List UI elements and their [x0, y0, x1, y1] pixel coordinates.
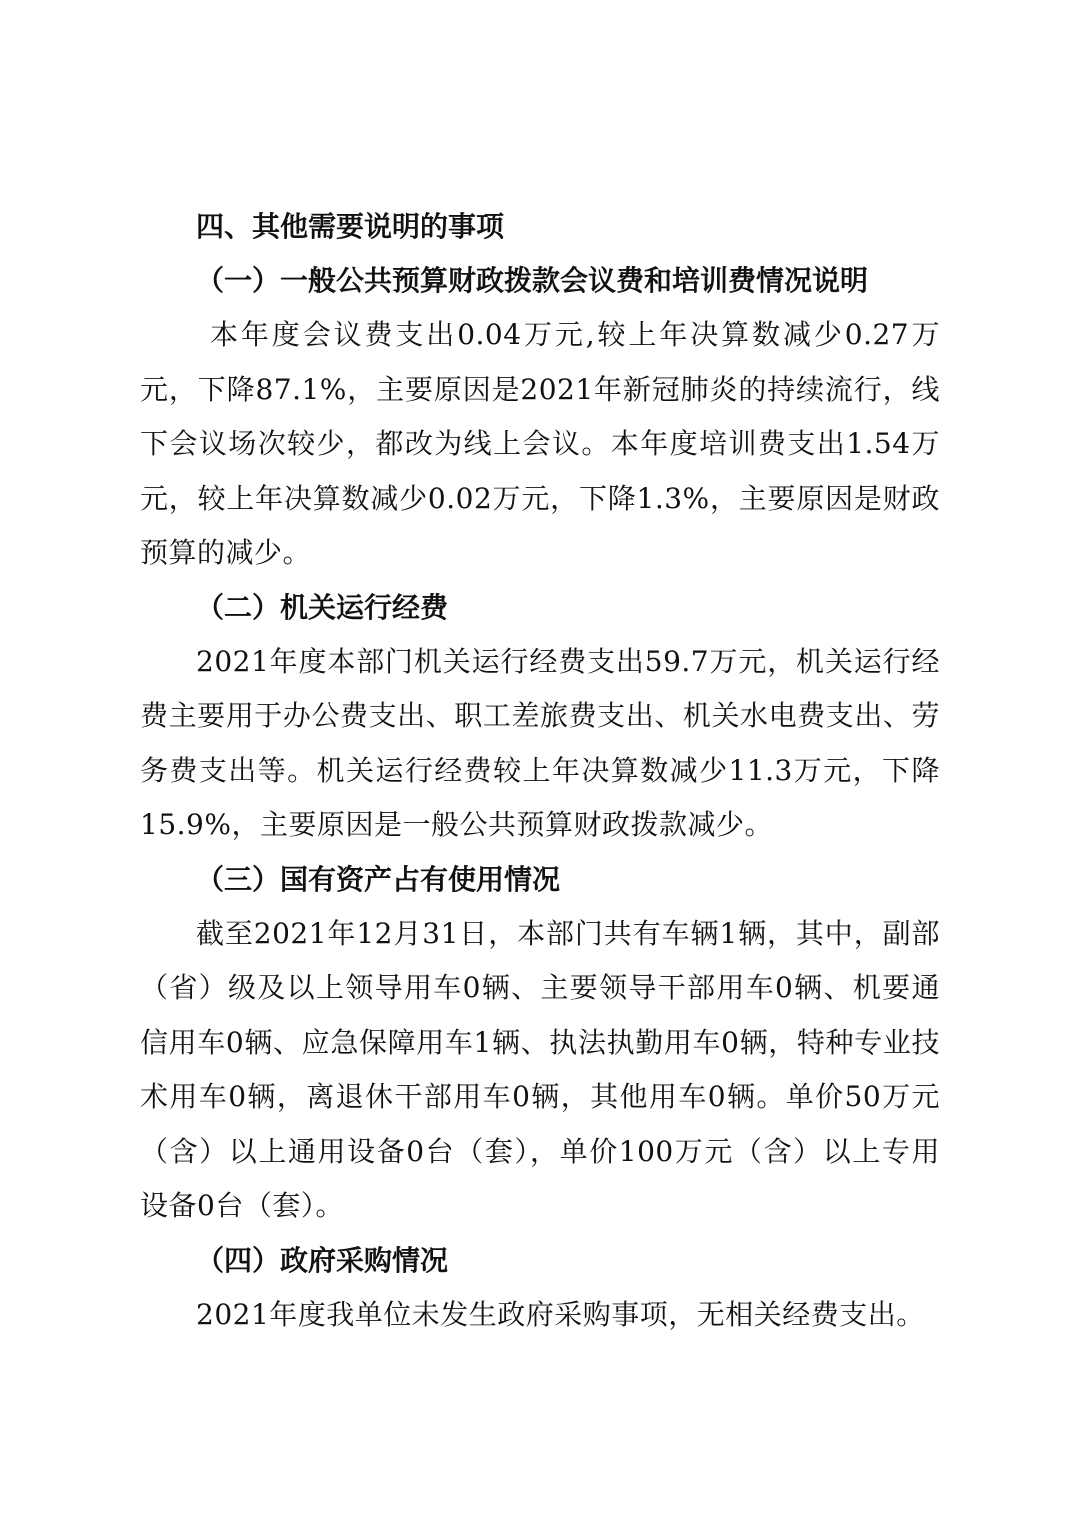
subsection-heading-state-assets: （三）国有资产占有使用情况	[196, 862, 561, 896]
subsection-heading-procurement: （四）政府采购情况	[196, 1243, 449, 1277]
document-page	[140, 200, 940, 1342]
paragraph-operating-expenses: 2021年度本部门机关运行经费支出59.7万元，机关运行经费主要用于办公费支出、职工差旅费支出、机关水电费支出、劳务费支出等。机关运行经费较上年决算数减少11.3万元，下降15.9%，主要原因是一般公共预算财政拨款减少。	[140, 644, 940, 841]
subsection-heading-operating-expenses: （二）机关运行经费	[196, 590, 449, 624]
subsection-heading-meeting-training: （一）一般公共预算财政拨款会议费和培训费情况说明	[196, 264, 869, 297]
section-title: 四、其他需要说明的事项	[196, 210, 505, 243]
paragraph-procurement: 2021年度我单位未发生政府采购事项，无相关经费支出。	[196, 1297, 925, 1331]
paragraph-meeting-training: 本年度会议费支出0.04万元,较上年决算数减少0.27万元，下降87.1%，主要原因是2021年新冠肺炎的持续流行，线下会议场次较少，都改为线上会议。本年度培训费支出1.54万元，较上年决算数减少0.02万元，下降1.3%，主要原因是财政预算的减少。	[140, 318, 940, 569]
paragraph-state-assets: 截至2021年12月31日，本部门共有车辆1辆，其中，副部（省）级及以上领导用车0辆、主要领导干部用车0辆、机要通信用车0辆、应急保障用车1辆、执法执勤用车0辆，特种专业技术用车0辆，离退休干部用车0辆，其他用车0辆。单价50万元（含）以上通用设备0台（套），单价100万元（含）以上专用设备0台（套）。	[140, 916, 940, 1222]
